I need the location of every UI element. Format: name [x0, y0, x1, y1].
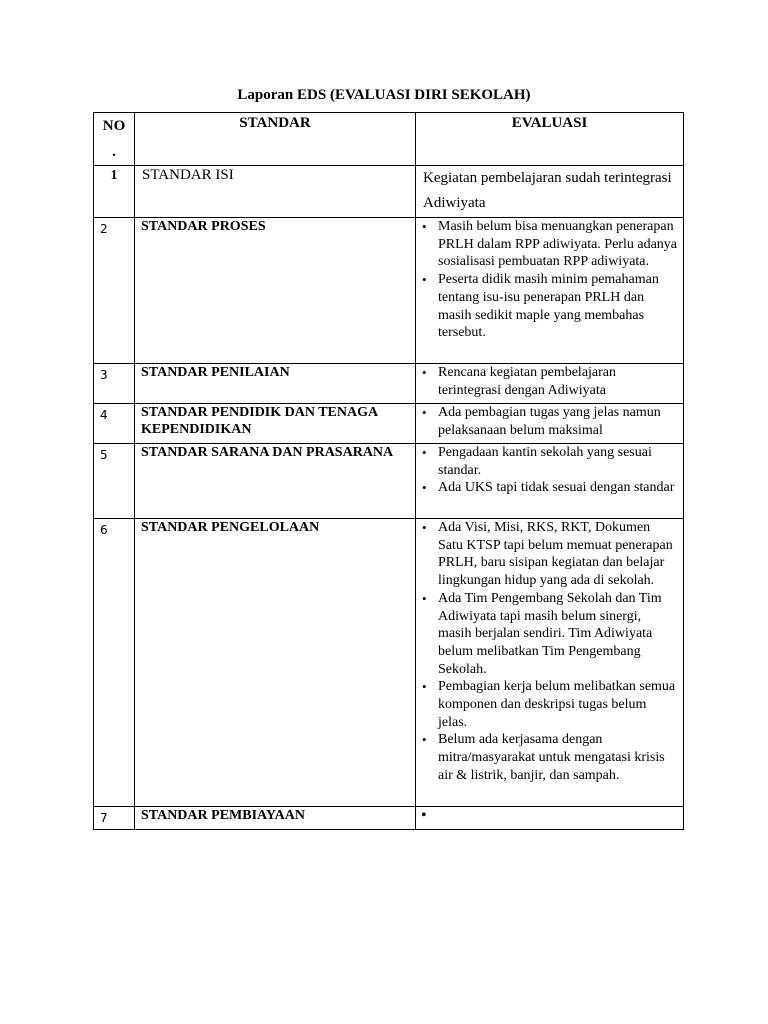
evaluation-list [416, 444, 683, 497]
table-row [94, 807, 684, 830]
evaluation-list [416, 404, 683, 439]
row-number: 3 [94, 364, 135, 404]
table-row [94, 218, 684, 364]
evaluation-item: • Ada UKS tapi tidak sesuai dengan standar [420, 479, 677, 497]
evaluation-item: • Masih belum bisa menuangkan penerapan PRLH dalam RPP adiwiyata. Perlu adanya sosialisasi pembuatan RPP adiwiyata. [420, 218, 677, 271]
standard-name: STANDAR ISI [135, 166, 416, 218]
standard-name: STANDAR PENILAIAN [135, 364, 416, 404]
evaluation-cell [416, 807, 684, 830]
standard-name: STANDAR PENGELOLAAN [135, 519, 416, 807]
evaluation-list [416, 218, 683, 342]
evaluation-text: Kegiatan pembelajaran sudah terintegrasi Adiwiyata [416, 166, 684, 218]
table-row [94, 364, 684, 404]
document-title: Laporan EDS (EVALUASI DIRI SEKOLAH) [237, 87, 531, 103]
eds-table [93, 112, 684, 830]
evaluation-item: • Pengadaan kantin sekolah yang sesuai standar. [420, 444, 677, 479]
evaluation-list [416, 519, 683, 785]
evaluation-cell [416, 404, 684, 444]
evaluation-item: • Rencana kegiatan pembelajaran terintegrasi dengan Adiwiyata [420, 364, 677, 399]
evaluation-item: • Ada Tim Pengembang Sekolah dan Tim Adiwiyata tapi masih belum sinergi, masih berjalan sendiri. Tim Adiwiyata belum melibatkan Tim Pengembang Sekolah. [420, 590, 677, 679]
standard-name: STANDAR PROSES [135, 218, 416, 364]
row-number: 5 [94, 444, 135, 519]
evaluation-item: • Ada Visi, Misi, RKS, RKT, Dokumen Satu KTSP tapi belum memuat penerapan PRLH, baru sisipan kegiatan dan belajar lingkungan hidup yang ada di sekolah. [420, 519, 677, 590]
evaluation-item: • Peserta didik masih minim pemahaman tentang isu-isu penerapan PRLH dan masih sedikit maple yang membahas tersebut. [420, 271, 677, 342]
table-row [94, 519, 684, 807]
evaluation-cell [416, 218, 684, 364]
evaluation-item: • Pembagian kerja belum melibatkan semua komponen dan deskripsi tugas belum jelas. [420, 678, 677, 731]
header-no-line2: . [112, 144, 116, 160]
evaluation-list [416, 364, 683, 399]
header-standar: STANDAR [135, 113, 416, 166]
row-number: 2 [94, 218, 135, 364]
evaluation-item: • Belum ada kerjasama dengan mitra/masyarakat untuk mengatasi krisis air & listrik, banjir, dan sampah. [420, 731, 677, 784]
evaluation-cell [416, 364, 684, 404]
table-header-row [94, 113, 684, 166]
header-evaluasi: EVALUASI [416, 113, 684, 166]
empty-bullet: • [421, 807, 427, 824]
row-number: 1 [94, 166, 135, 218]
header-no-line1: NO [102, 118, 126, 134]
table-row [94, 404, 684, 444]
table-row [94, 166, 684, 218]
row-number: 6 [94, 519, 135, 807]
standard-name: STANDAR SARANA DAN PRASARANA [135, 444, 416, 519]
table-row [94, 444, 684, 519]
evaluation-cell [416, 444, 684, 519]
evaluation-item: • Ada pembagian tugas yang jelas namun pelaksanaan belum maksimal [420, 404, 677, 439]
header-no [94, 113, 135, 166]
evaluation-cell [416, 519, 684, 807]
standard-name: STANDAR PEMBIAYAAN [135, 807, 416, 830]
row-number: 4 [94, 404, 135, 444]
row-number: 7 [94, 807, 135, 830]
standard-name: STANDAR PENDIDIK DAN TENAGA KEPENDIDIKAN [135, 404, 416, 444]
